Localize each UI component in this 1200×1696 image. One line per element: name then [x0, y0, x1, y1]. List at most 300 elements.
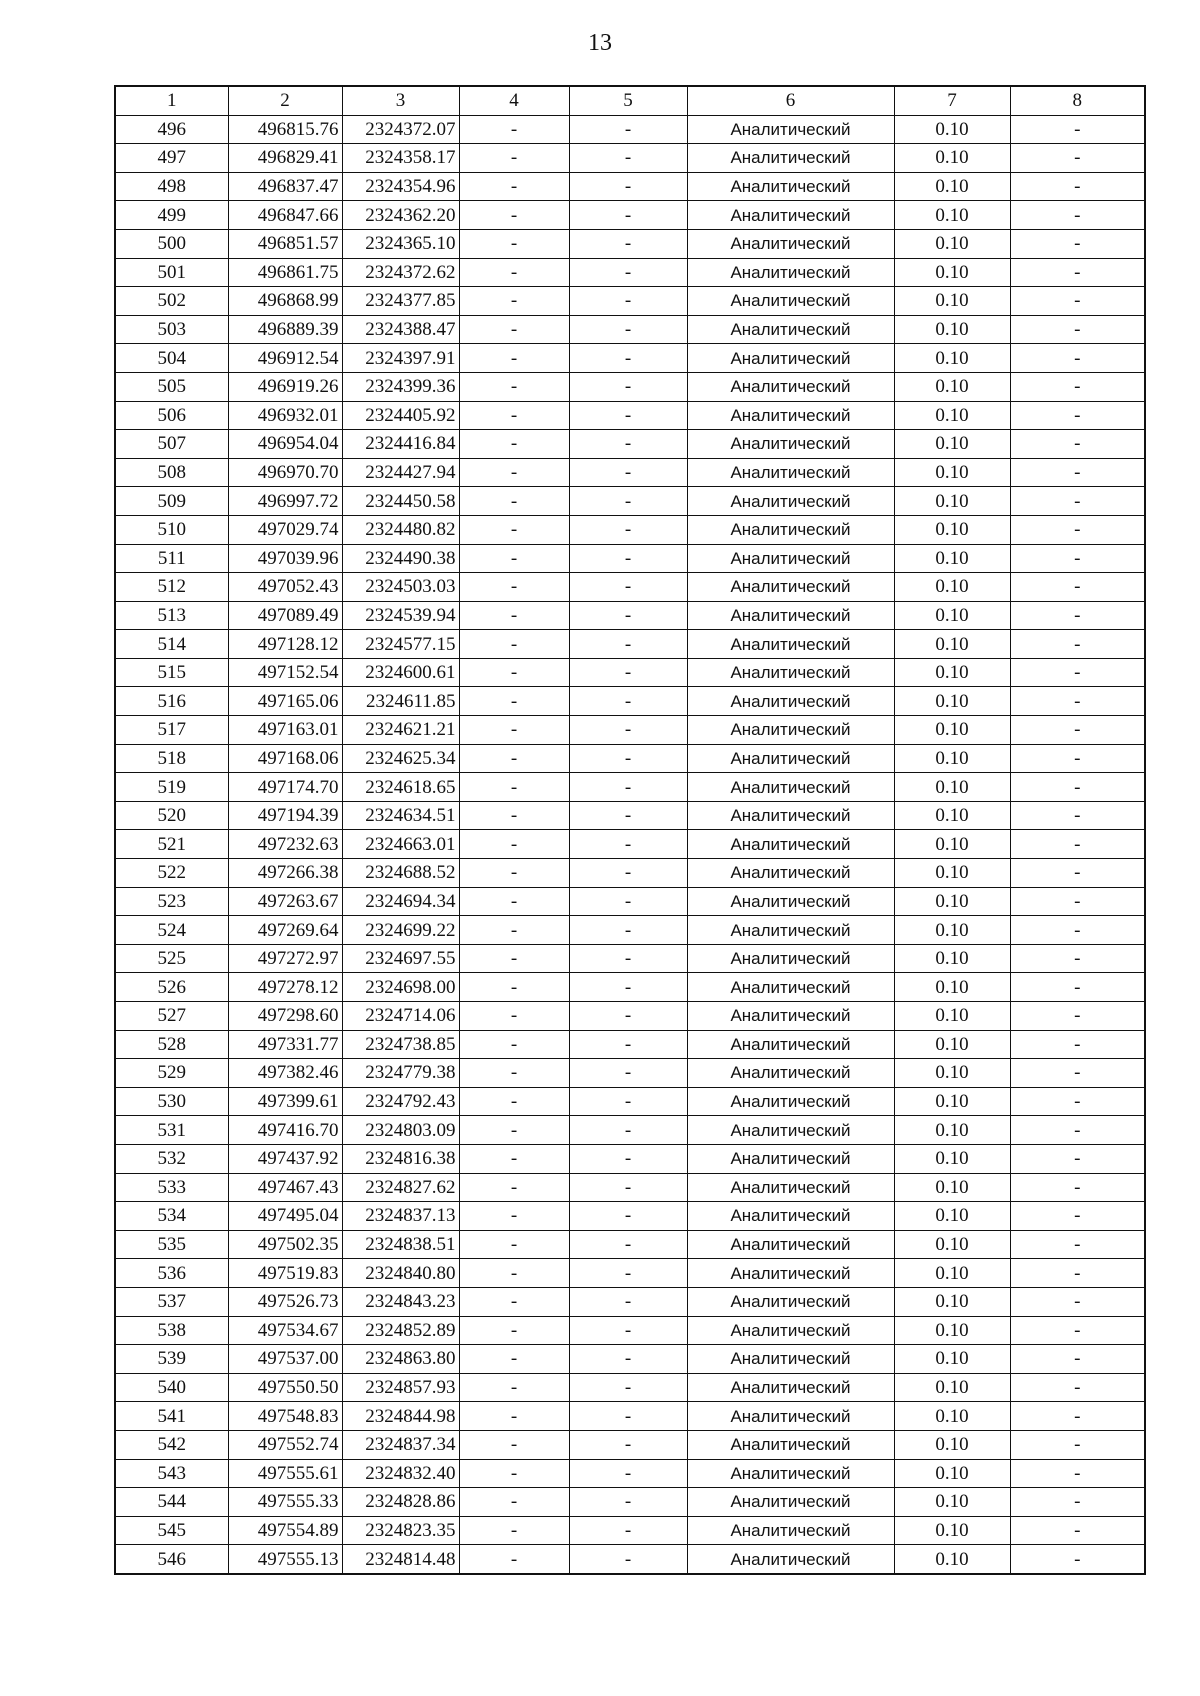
column-header-5: 5 — [569, 86, 687, 115]
table-cell: 2324405.92 — [342, 401, 459, 430]
table-cell: - — [569, 1230, 687, 1259]
table-cell: 497534.67 — [228, 1316, 342, 1345]
table-cell: - — [569, 859, 687, 888]
table-cell: - — [569, 1402, 687, 1431]
table-cell: - — [459, 372, 569, 401]
table-cell: - — [569, 973, 687, 1002]
table-cell: - — [459, 1402, 569, 1431]
table-cell: 497168.06 — [228, 744, 342, 773]
table-cell: - — [569, 430, 687, 459]
table-cell: - — [1010, 430, 1145, 459]
table-row — [115, 315, 1145, 344]
table-cell: 2324838.51 — [342, 1230, 459, 1259]
table-cell: - — [459, 1430, 569, 1459]
table-cell: - — [459, 887, 569, 916]
table-cell: - — [1010, 887, 1145, 916]
table-cell: 2324634.51 — [342, 801, 459, 830]
table-cell: - — [1010, 1002, 1145, 1031]
table-cell: - — [569, 1373, 687, 1402]
table-cell: - — [569, 1287, 687, 1316]
table-cell: - — [1010, 115, 1145, 144]
table-cell: - — [459, 1545, 569, 1574]
table-cell: Аналитический — [687, 973, 894, 1002]
table-cell: - — [459, 744, 569, 773]
table-cell: - — [569, 687, 687, 716]
table-cell: 515 — [115, 658, 228, 687]
table-cell: Аналитический — [687, 1316, 894, 1345]
table-cell: - — [459, 1030, 569, 1059]
table-row — [115, 515, 1145, 544]
table-cell: 0.10 — [894, 372, 1010, 401]
table-row — [115, 830, 1145, 859]
table-cell: Аналитический — [687, 1173, 894, 1202]
table-cell: - — [459, 630, 569, 659]
table-cell: Аналитический — [687, 916, 894, 945]
table-cell: - — [459, 1287, 569, 1316]
table-cell: Аналитический — [687, 144, 894, 173]
table-cell: - — [459, 1230, 569, 1259]
table-cell: 2324816.38 — [342, 1144, 459, 1173]
table-cell: - — [1010, 1459, 1145, 1488]
table-cell: 526 — [115, 973, 228, 1002]
table-cell: 2324844.98 — [342, 1402, 459, 1431]
table-cell: 0.10 — [894, 1259, 1010, 1288]
table-cell: 0.10 — [894, 1373, 1010, 1402]
table-row — [115, 1545, 1145, 1574]
table-cell: 528 — [115, 1030, 228, 1059]
table-cell: - — [1010, 1202, 1145, 1231]
table-cell: 2324611.85 — [342, 687, 459, 716]
table-cell: Аналитический — [687, 430, 894, 459]
table-cell: - — [1010, 1402, 1145, 1431]
table-cell: - — [459, 115, 569, 144]
table-row — [115, 1116, 1145, 1145]
table-cell: - — [459, 144, 569, 173]
table-cell: 2324625.34 — [342, 744, 459, 773]
table-cell: 2324354.96 — [342, 172, 459, 201]
table-cell: - — [569, 716, 687, 745]
table-cell: 497174.70 — [228, 773, 342, 802]
table-cell: 2324832.40 — [342, 1459, 459, 1488]
table-cell: 497416.70 — [228, 1116, 342, 1145]
table-cell: 545 — [115, 1516, 228, 1545]
table-cell: 2324738.85 — [342, 1030, 459, 1059]
table-cell: 2324372.07 — [342, 115, 459, 144]
table-cell: - — [569, 1259, 687, 1288]
table-cell: 2324450.58 — [342, 487, 459, 516]
table-cell: 496970.70 — [228, 458, 342, 487]
table-cell: - — [569, 830, 687, 859]
table-row — [115, 287, 1145, 316]
table-cell: 2324365.10 — [342, 229, 459, 258]
table-cell: 497298.60 — [228, 1002, 342, 1031]
table-cell: 509 — [115, 487, 228, 516]
table-cell: - — [1010, 458, 1145, 487]
table-cell: 2324699.22 — [342, 916, 459, 945]
table-cell: - — [459, 172, 569, 201]
table-cell: - — [1010, 487, 1145, 516]
table-cell: - — [569, 1316, 687, 1345]
table-cell: 496847.66 — [228, 201, 342, 230]
table-row — [115, 658, 1145, 687]
table-cell: - — [459, 1516, 569, 1545]
table-cell: - — [569, 372, 687, 401]
table-cell: 507 — [115, 430, 228, 459]
table-cell: - — [1010, 144, 1145, 173]
table-row — [115, 1516, 1145, 1545]
table-cell: - — [459, 315, 569, 344]
table-row — [115, 229, 1145, 258]
table-cell: 508 — [115, 458, 228, 487]
table-cell: - — [1010, 716, 1145, 745]
table-cell: - — [1010, 172, 1145, 201]
table-row — [115, 1488, 1145, 1517]
table-body — [115, 115, 1145, 1574]
table-cell: - — [569, 773, 687, 802]
table-cell: - — [1010, 601, 1145, 630]
table-cell: - — [1010, 1144, 1145, 1173]
table-row — [115, 630, 1145, 659]
table-cell: 2324577.15 — [342, 630, 459, 659]
table-cell: - — [1010, 201, 1145, 230]
table-row — [115, 430, 1145, 459]
table-cell: 0.10 — [894, 1345, 1010, 1374]
table-cell: 2324358.17 — [342, 144, 459, 173]
table-cell: 0.10 — [894, 944, 1010, 973]
table-cell: 0.10 — [894, 287, 1010, 316]
table-cell: 496861.75 — [228, 258, 342, 287]
table-cell: 538 — [115, 1316, 228, 1345]
table-row — [115, 916, 1145, 945]
table-cell: 496919.26 — [228, 372, 342, 401]
table-cell: 2324372.62 — [342, 258, 459, 287]
table-cell: - — [569, 1202, 687, 1231]
table-cell: 537 — [115, 1287, 228, 1316]
table-cell: - — [459, 859, 569, 888]
table-cell: Аналитический — [687, 1345, 894, 1374]
table-cell: 0.10 — [894, 830, 1010, 859]
table-cell: 496851.57 — [228, 229, 342, 258]
table-cell: 0.10 — [894, 1144, 1010, 1173]
table-cell: 496829.41 — [228, 144, 342, 173]
table-cell: Аналитический — [687, 1059, 894, 1088]
table-cell: - — [1010, 744, 1145, 773]
table-cell: Аналитический — [687, 458, 894, 487]
table-cell: 522 — [115, 859, 228, 888]
table-row — [115, 372, 1145, 401]
table-row — [115, 716, 1145, 745]
table-cell: 2324503.03 — [342, 573, 459, 602]
table-cell: 513 — [115, 601, 228, 630]
table-cell: 531 — [115, 1116, 228, 1145]
table-cell: - — [1010, 630, 1145, 659]
table-row — [115, 859, 1145, 888]
table-cell: - — [1010, 830, 1145, 859]
table-cell: 2324397.91 — [342, 344, 459, 373]
table-row — [115, 1144, 1145, 1173]
table-cell: - — [1010, 229, 1145, 258]
table-cell: - — [459, 430, 569, 459]
table-cell: - — [459, 344, 569, 373]
table-cell: Аналитический — [687, 201, 894, 230]
table-cell: - — [569, 1002, 687, 1031]
table-cell: 497502.35 — [228, 1230, 342, 1259]
column-header-3: 3 — [342, 86, 459, 115]
table-cell: - — [569, 172, 687, 201]
table-cell: - — [1010, 1030, 1145, 1059]
table-cell: 0.10 — [894, 1002, 1010, 1031]
table-cell: Аналитический — [687, 1087, 894, 1116]
table-cell: 0.10 — [894, 1087, 1010, 1116]
table-cell: 0.10 — [894, 601, 1010, 630]
table-cell: - — [1010, 372, 1145, 401]
table-cell: 2324480.82 — [342, 515, 459, 544]
table-cell: 497467.43 — [228, 1173, 342, 1202]
table-cell: - — [569, 344, 687, 373]
table-cell: - — [569, 1116, 687, 1145]
table-cell: - — [1010, 1259, 1145, 1288]
table-row — [115, 973, 1145, 1002]
table-row — [115, 1202, 1145, 1231]
table-cell: - — [459, 1087, 569, 1116]
table-cell: 2324697.55 — [342, 944, 459, 973]
table-cell: - — [569, 630, 687, 659]
table-cell: 497029.74 — [228, 515, 342, 544]
table-row — [115, 1287, 1145, 1316]
table-cell: 496815.76 — [228, 115, 342, 144]
table-row — [115, 258, 1145, 287]
table-row — [115, 1402, 1145, 1431]
table-cell: Аналитический — [687, 1030, 894, 1059]
table-cell: - — [569, 1173, 687, 1202]
table-cell: - — [459, 1116, 569, 1145]
table-cell: 497128.12 — [228, 630, 342, 659]
table-cell: 540 — [115, 1373, 228, 1402]
table-cell: 0.10 — [894, 1545, 1010, 1574]
table-row — [115, 1459, 1145, 1488]
table-cell: 496837.47 — [228, 172, 342, 201]
table-cell: 497399.61 — [228, 1087, 342, 1116]
table-cell: 2324427.94 — [342, 458, 459, 487]
table-cell: - — [1010, 1430, 1145, 1459]
table-cell: - — [459, 687, 569, 716]
table-cell: 0.10 — [894, 544, 1010, 573]
table-cell: - — [1010, 916, 1145, 945]
table-row — [115, 801, 1145, 830]
table-row — [115, 172, 1145, 201]
table-row — [115, 773, 1145, 802]
table-cell: 2324857.93 — [342, 1373, 459, 1402]
table-cell: 0.10 — [894, 1287, 1010, 1316]
table-cell: - — [569, 1345, 687, 1374]
table-cell: - — [459, 1488, 569, 1517]
table-cell: 496 — [115, 115, 228, 144]
table-cell: 496997.72 — [228, 487, 342, 516]
table-cell: - — [569, 1459, 687, 1488]
table-cell: 0.10 — [894, 115, 1010, 144]
table-cell: 0.10 — [894, 1202, 1010, 1231]
table-cell: - — [459, 801, 569, 830]
table-cell: 0.10 — [894, 1173, 1010, 1202]
table-cell: 525 — [115, 944, 228, 973]
table-cell: Аналитический — [687, 1116, 894, 1145]
table-cell: - — [569, 401, 687, 430]
table-cell: - — [1010, 573, 1145, 602]
table-cell: 2324388.47 — [342, 315, 459, 344]
table-cell: 0.10 — [894, 201, 1010, 230]
table-cell: 520 — [115, 801, 228, 830]
table-cell: 0.10 — [894, 258, 1010, 287]
table-cell: Аналитический — [687, 401, 894, 430]
table-cell: 2324618.65 — [342, 773, 459, 802]
table-cell: 2324827.62 — [342, 1173, 459, 1202]
table-cell: 512 — [115, 573, 228, 602]
table-cell: 497437.92 — [228, 1144, 342, 1173]
table-row — [115, 1230, 1145, 1259]
table-cell: - — [1010, 1316, 1145, 1345]
table-cell: 497163.01 — [228, 716, 342, 745]
table-cell: - — [1010, 1488, 1145, 1517]
table-cell: - — [569, 1488, 687, 1517]
table-header-row — [115, 86, 1145, 115]
table-cell: 0.10 — [894, 1230, 1010, 1259]
table-cell: 497548.83 — [228, 1402, 342, 1431]
table-cell: 546 — [115, 1545, 228, 1574]
table-cell: - — [459, 1144, 569, 1173]
column-header-1: 1 — [115, 86, 228, 115]
table-cell: 0.10 — [894, 229, 1010, 258]
table-cell: Аналитический — [687, 1402, 894, 1431]
table-cell: - — [459, 258, 569, 287]
table-cell: 0.10 — [894, 344, 1010, 373]
table-cell: 497052.43 — [228, 573, 342, 602]
table-row — [115, 1373, 1145, 1402]
table-cell: - — [459, 1373, 569, 1402]
table-cell: Аналитический — [687, 658, 894, 687]
table-cell: - — [569, 801, 687, 830]
table-cell: 530 — [115, 1087, 228, 1116]
table-cell: - — [459, 773, 569, 802]
table-cell: 497537.00 — [228, 1345, 342, 1374]
table-cell: - — [569, 487, 687, 516]
table-cell: 524 — [115, 916, 228, 945]
table-cell: - — [1010, 1116, 1145, 1145]
table-cell: Аналитический — [687, 544, 894, 573]
table-row — [115, 1259, 1145, 1288]
table-cell: Аналитический — [687, 944, 894, 973]
table-row — [115, 887, 1145, 916]
table-cell: 511 — [115, 544, 228, 573]
table-cell: 534 — [115, 1202, 228, 1231]
table-cell: Аналитический — [687, 487, 894, 516]
table-cell: - — [1010, 859, 1145, 888]
table-cell: 523 — [115, 887, 228, 916]
table-cell: - — [569, 1545, 687, 1574]
table-cell: 499 — [115, 201, 228, 230]
table-cell: 2324416.84 — [342, 430, 459, 459]
table-cell: - — [569, 1144, 687, 1173]
table-cell: - — [459, 1345, 569, 1374]
table-cell: - — [459, 658, 569, 687]
table-cell: 2324837.13 — [342, 1202, 459, 1231]
table-cell: 0.10 — [894, 315, 1010, 344]
table-cell: 506 — [115, 401, 228, 430]
table-row — [115, 115, 1145, 144]
table-row — [115, 573, 1145, 602]
table-cell: - — [1010, 1373, 1145, 1402]
table-cell: Аналитический — [687, 258, 894, 287]
table-cell: 0.10 — [894, 687, 1010, 716]
table-cell: - — [459, 916, 569, 945]
table-cell: 521 — [115, 830, 228, 859]
table-cell: - — [459, 1316, 569, 1345]
table-cell: 0.10 — [894, 1459, 1010, 1488]
table-cell: 497152.54 — [228, 658, 342, 687]
table-cell: - — [459, 544, 569, 573]
table-cell: 497526.73 — [228, 1287, 342, 1316]
table-cell: 497039.96 — [228, 544, 342, 573]
table-cell: 0.10 — [894, 1430, 1010, 1459]
table-cell: 0.10 — [894, 744, 1010, 773]
table-cell: 0.10 — [894, 887, 1010, 916]
table-cell: - — [459, 1202, 569, 1231]
table-row — [115, 401, 1145, 430]
table-cell: Аналитический — [687, 1202, 894, 1231]
table-cell: - — [1010, 401, 1145, 430]
table-cell: 2324621.21 — [342, 716, 459, 745]
table-row — [115, 601, 1145, 630]
table-cell: - — [569, 115, 687, 144]
page-number: 13 — [588, 30, 612, 56]
table-cell: - — [569, 515, 687, 544]
table-cell: - — [1010, 944, 1145, 973]
table-cell: - — [569, 258, 687, 287]
table-cell: Аналитический — [687, 801, 894, 830]
table-cell: - — [459, 401, 569, 430]
table-cell: 2324863.80 — [342, 1345, 459, 1374]
table-row — [115, 1002, 1145, 1031]
table-cell: Аналитический — [687, 744, 894, 773]
table-cell: - — [1010, 1545, 1145, 1574]
column-header-7: 7 — [894, 86, 1010, 115]
table-cell: 497382.46 — [228, 1059, 342, 1088]
table-cell: 497194.39 — [228, 801, 342, 830]
table-cell: Аналитический — [687, 716, 894, 745]
column-header-2: 2 — [228, 86, 342, 115]
table-cell: 0.10 — [894, 801, 1010, 830]
table-cell: - — [1010, 687, 1145, 716]
table-cell: 497278.12 — [228, 973, 342, 1002]
table-cell: 0.10 — [894, 1488, 1010, 1517]
table-row — [115, 1059, 1145, 1088]
table-cell: - — [459, 1259, 569, 1288]
table-cell: 510 — [115, 515, 228, 544]
table-cell: - — [1010, 1059, 1145, 1088]
table-cell: - — [1010, 515, 1145, 544]
table-cell: - — [569, 1059, 687, 1088]
table-cell: - — [459, 573, 569, 602]
table-cell: - — [1010, 315, 1145, 344]
table-cell: 2324663.01 — [342, 830, 459, 859]
table-cell: - — [569, 458, 687, 487]
table-cell: 2324490.38 — [342, 544, 459, 573]
table-cell: - — [459, 458, 569, 487]
table-cell: - — [569, 201, 687, 230]
table-cell: - — [1010, 258, 1145, 287]
table-cell: 2324803.09 — [342, 1116, 459, 1145]
table-cell: Аналитический — [687, 515, 894, 544]
table-cell: 496868.99 — [228, 287, 342, 316]
